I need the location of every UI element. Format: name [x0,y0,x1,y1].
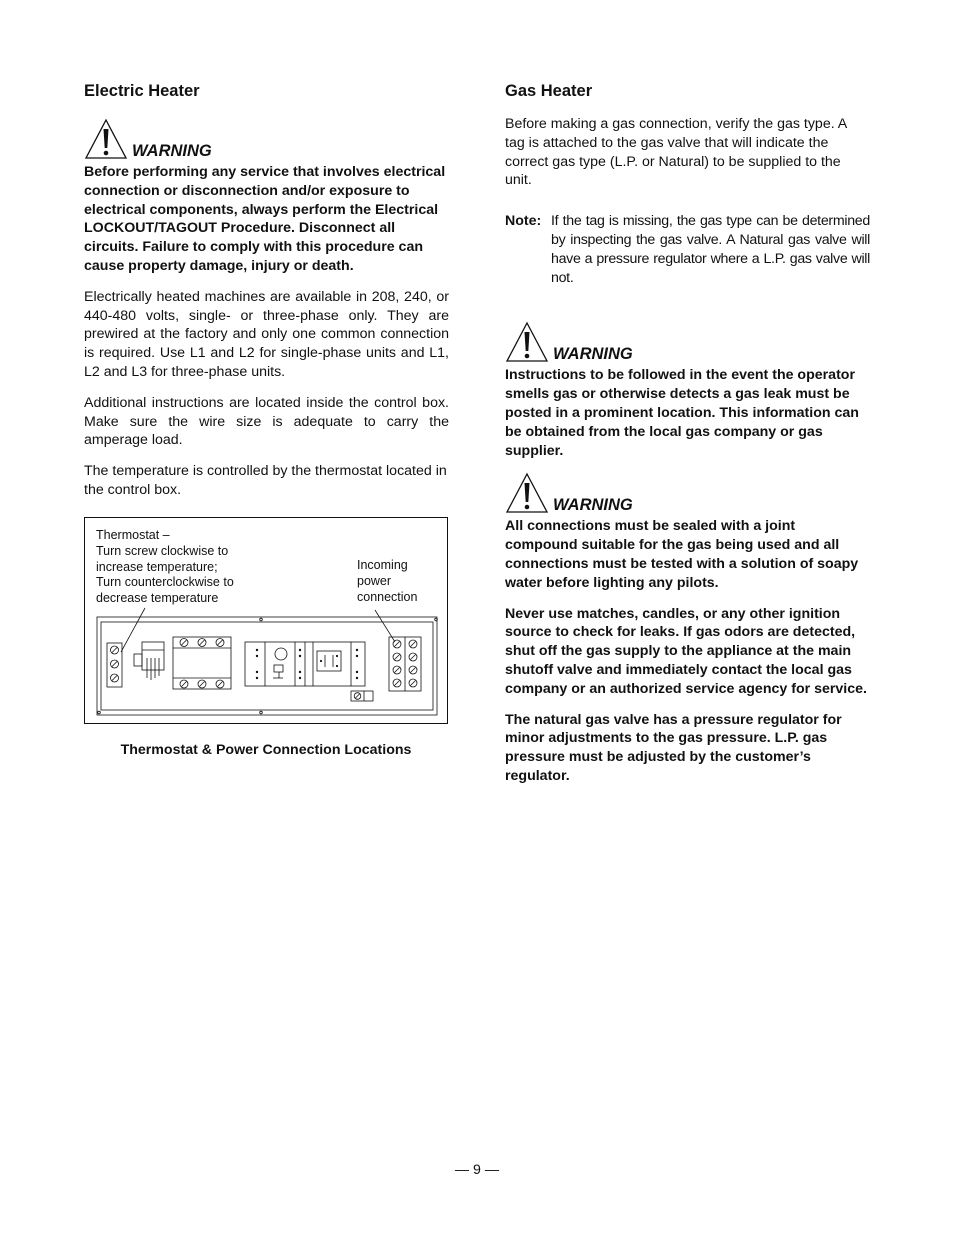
electrical-warning-text: Before performing any service that involves electrical connection or disconnection and/or exposure to electrical components, always perform the Electrical LOCKOUT/TAGOUT Procedure. Disconnect all circuits. Failure to comply with this procedure can cause property damage, injury or death. [84,164,446,274]
warning-label: WARNING [132,142,212,160]
page-number: — 9 — [454,1162,500,1178]
electric-heater-section [84,80,449,500]
warning-header [505,470,870,514]
gas-heater-heading: Gas Heater [505,82,593,100]
power-connection-callout: Incoming power connection [357,558,418,604]
note-text: If the tag is missing, the gas type can be determined by inspecting the gas valve. A Natural gas valve will have a pressure regulator where a L.P. gas valve will not. [551,213,870,286]
control-panel-diagram [85,518,447,723]
warning-header [84,116,449,160]
gas-type-paragraph: Before making a gas connection, verify the gas type. A tag is attached to the gas valve that will indicate the correct gas type (L.P. or Natural) to be supplied to the unit. [505,116,847,189]
warning-header [505,319,870,363]
ignition-source-paragraph: Never use matches, candles, or any other ignition source to check for leaks. If gas odors are detected, shut off the gas supply to the appliance at the main shutoff valve and immediately contact the local gas company or an authorized service agency for service. [505,605,867,697]
warning-label: WARNING [553,496,633,515]
warning-triangle-icon [84,118,128,160]
figure-caption: Thermostat & Power Connection Locations [120,742,412,758]
warning-triangle-icon [505,472,549,514]
warning-label: WARNING [553,345,633,364]
voltage-paragraph: Electrically heated machines are available in 208, 240, or 440-480 volts, single- or three-phase only. They are prewired at the factory and only one common connection is required. Use L1 and L2 for single-phase units and L1, L2 and L3 for three-phase units. [84,288,449,380]
thermostat-callout: Thermostat – Turn screw clockwise to increase temperature; Turn counterclockwise to decrease temperature [96,528,234,606]
gas-type-note [505,212,870,287]
note-label: Note: [505,213,542,230]
connection-seal-warning-text: All connections must be sealed with a joint compound suitable for the gas being used and all connections must be tested with a solution of soapy water before lighting any pilots. [505,518,859,591]
gas-heater-section [505,80,870,786]
gas-leak-warning-text: Instructions to be followed in the event the operator smells gas or otherwise detects a gas leak must be posted in a prominent location. This information can be obtained from the local gas company or gas supplier. [505,367,859,459]
thermostat-paragraph: The temperature is controlled by the thermostat located in the control box. [84,463,447,498]
control-box-figure [84,517,448,724]
pressure-regulator-paragraph: The natural gas valve has a pressure regulator for minor adjustments to the gas pressure. L.P. gas pressure must be adjusted by the customer’s regulator. [505,711,842,784]
warning-triangle-icon [505,321,549,363]
control-box-paragraph: Additional instructions are located inside the control box. Make sure the wire size is adequate to carry the amperage load. [84,394,449,449]
electric-heater-heading: Electric Heater [84,82,200,100]
